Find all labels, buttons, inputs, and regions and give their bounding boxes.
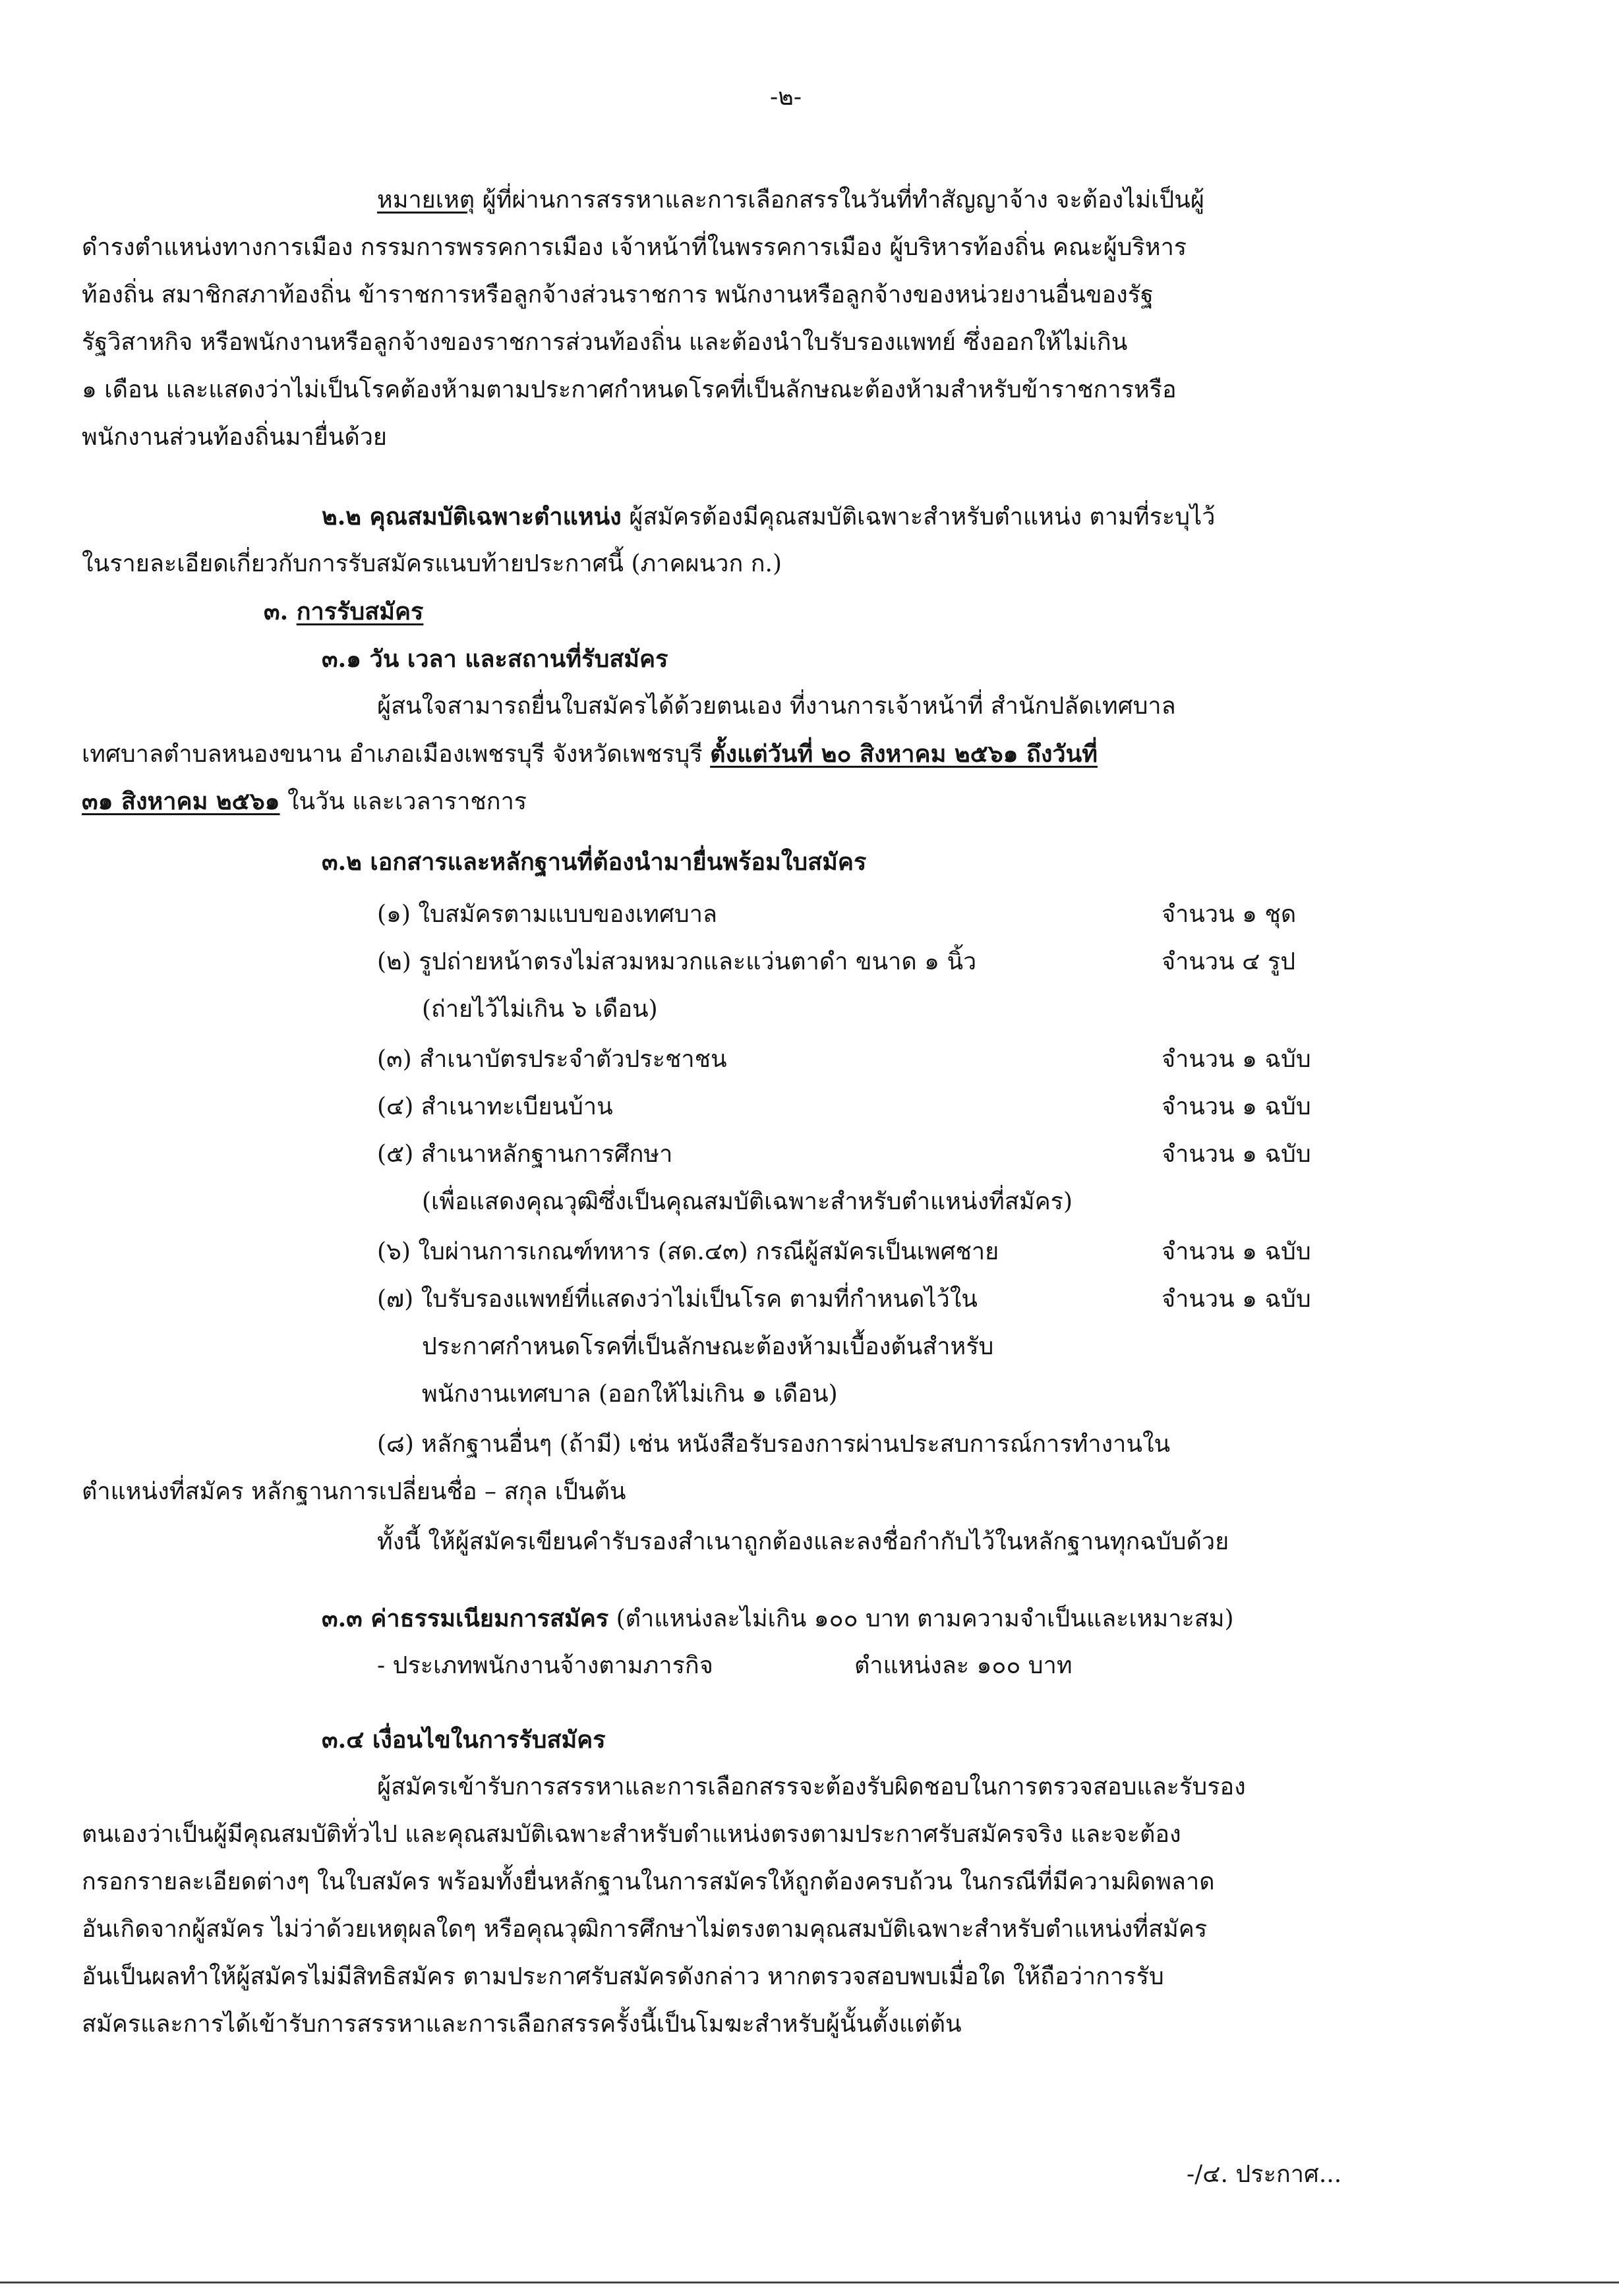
document-item-3-qty: จำนวน ๑ ฉบับ [1162,1046,1311,1073]
page-number: -๒- [770,84,802,111]
document-item-2: (๒) รูปถ่ายหน้าตรงไม่สวมหมวกและแว่นตาดำ ขนาด ๑ นิ้ว [377,948,977,975]
note-line-5: ๑ เดือน และแสดงว่าไม่เป็นโรคต้องห้ามตามประกาศกำหนดโรคที่เป็นลักษณะต้องห้ามสำหรับข้าราชการหรือ [82,376,1177,403]
section-3-3-heading: ๓.๓ ค่าธรรมเนียมการสมัคร [322,1605,609,1632]
section-3-1-line-2: เทศบาลตำบลหนองขนาน อำเภอเมืองเพชรบุรี จังหวัดเพชรบุรี ตั้งแต่วันที่ ๒๐ สิงหาคม ๒๕๖๑ ถึงวันที่ [82,740,1098,768]
document-item-3: (๓) สำเนาบัตรประจำตัวประชาชน [377,1046,727,1073]
application-period: ตั้งแต่วันที่ ๒๐ สิงหาคม ๒๕๖๑ ถึงวันที่ [710,740,1098,768]
section-3-heading: ๓. การรับสมัคร [264,598,424,625]
section-3-4-line-3: กรอกรายละเอียดต่างๆ ในใบสมัคร พร้อมทั้งยื่นหลักฐานในการสมัครให้ถูกต้องครบถ้วน ในกรณีที่มีความผิดพลาด [82,1868,1215,1895]
document-item-5-qty: จำนวน ๑ ฉบับ [1162,1141,1311,1168]
document-item-1-qty: จำนวน ๑ ชุด [1162,901,1297,928]
note-line-2: ดำรงตำแหน่งทางการเมือง กรรมการพรรคการเมือง เจ้าหน้าที่ในพรรคการเมือง ผู้บริหารท้องถิ่น คณะผู้บริหาร [82,234,1187,261]
note-line-3: ท้องถิ่น สมาชิกสภาท้องถิ่น ข้าราชการหรือลูกจ้างส่วนราชการ พนักงานหรือลูกจ้างของหน่วยงานอื่นของรัฐ [82,281,1154,308]
section-3-4-line-1: ผู้สมัครเข้ารับการสรรหาและการเลือกสรรจะต้องรับผิดชอบในการตรวจสอบและรับรอง [377,1773,1246,1800]
note-line-6: พนักงานส่วนท้องถิ่นมายื่นด้วย [82,424,388,451]
document-item-6-qty: จำนวน ๑ ฉบับ [1162,1238,1311,1265]
document-item-6: (๖) ใบผ่านการเกณฑ์ทหาร (สด.๔๓) กรณีผู้สมัครเป็นเพศชาย [377,1238,999,1265]
section-3-3-line-1: ๓.๓ ค่าธรรมเนียมการสมัคร (ตำแหน่งละไม่เกิน ๑๐๐ บาท ตามความจำเป็นและเหมาะสม) [322,1605,1234,1632]
document-item-4: (๔) สำเนาทะเบียนบ้าน [377,1093,613,1120]
section-2-2-heading: ๒.๒ คุณสมบัติเฉพาะตำแหน่ง [322,503,622,531]
certify-instruction: ทั้งนี้ ให้ผู้สมัครเขียนคำรับรองสำเนาถูกต้องและลงชื่อกำกับไว้ในหลักฐานทุกฉบับด้วย [377,1528,1229,1555]
continued-marker: -/๔. ประกาศ... [1187,2161,1342,2188]
section-2-2-line-1: ๒.๒ คุณสมบัติเฉพาะตำแหน่ง ผู้สมัครต้องมีคุณสมบัติเฉพาะสำหรับตำแหน่ง ตามที่ระบุไว้ [322,503,1216,531]
section-3-4-line-2: ตนเองว่าเป็นผู้มีคุณสมบัติทั่วไป และคุณสมบัติเฉพาะสำหรับตำแหน่งตรงตามประกาศรับสมัครจริง และจะต้อง [82,1821,1181,1848]
note-label: หมายเหตุ [377,187,475,214]
document-item-8: (๘) หลักฐานอื่นๆ (ถ้ามี) เช่น หนังสือรับรองการผ่านประสบการณ์การทำงานใน [377,1431,1171,1458]
fee-row-amount: ตำแหน่งละ ๑๐๐ บาท [854,1652,1073,1679]
section-3-4-line-6: สมัครและการได้เข้ารับการสรรหาและการเลือกสรรครั้งนี้เป็นโมฆะสำหรับผู้นั้นตั้งแต่ต้น [82,2011,962,2038]
document-item-8-cont: ตำแหน่งที่สมัคร หลักฐานการเปลี่ยนชื่อ – สกุล เป็นต้น [82,1478,626,1505]
document-item-7-qty: จำนวน ๑ ฉบับ [1162,1286,1311,1313]
document-item-2-note: (ถ่ายไว้ไม่เกิน ๖ เดือน) [422,996,658,1023]
document-item-7-note-1: ประกาศกำหนดโรคที่เป็นลักษณะต้องห้ามเบื้องต้นสำหรับ [422,1333,994,1360]
section-3-4-line-5: อันเป็นผลทำให้ผู้สมัครไม่มีสิทธิสมัคร ตามประกาศรับสมัครดังกล่าว หากตรวจสอบพบเมื่อใด ให้ถือว่าการรับ [82,1963,1164,1990]
document-item-7-note-2: พนักงานเทศบาล (ออกให้ไม่เกิน ๑ เดือน) [422,1381,838,1408]
section-2-2-line-2: ในรายละเอียดเกี่ยวกับการรับสมัครแนบท้ายประกาศนี้ (ภาคผนวก ก.) [82,550,782,577]
section-3-4-heading: ๓.๔ เงื่อนไขในการรับสมัคร [322,1726,606,1754]
section-3-4-line-4: อันเกิดจากผู้สมัคร ไม่ว่าด้วยเหตุผลใดๆ หรือคุณวุฒิการศึกษาไม่ตรงตามคุณสมบัติเฉพาะสำหรับตำแหน่งที่สมัคร [82,1916,1208,1943]
document-item-2-qty: จำนวน ๔ รูป [1162,948,1296,975]
document-item-4-qty: จำนวน ๑ ฉบับ [1162,1093,1311,1120]
note-line-4: รัฐวิสาหกิจ หรือพนักงานหรือลูกจ้างของราชการส่วนท้องถิ่น และต้องนำใบรับรองแพทย์ ซึ่งออกให้ไม่เกิน [82,329,1128,356]
section-3-1-line-3: ๓๑ สิงหาคม ๒๕๖๑ ในวัน และเวลาราชการ [82,788,527,815]
document-item-1: (๑) ใบสมัครตามแบบของเทศบาล [377,901,717,928]
bottom-rule [0,2282,1619,2283]
document-item-5: (๕) สำเนาหลักฐานการศึกษา [377,1141,673,1168]
section-3-2-heading: ๓.๒ เอกสารและหลักฐานที่ต้องนำมายื่นพร้อมใบสมัคร [322,848,867,876]
note-line-1: หมายเหตุ ผู้ที่ผ่านการสรรหาและการเลือกสรรในวันที่ทำสัญญาจ้าง จะต้องไม่เป็นผู้ [377,187,1204,214]
document-item-7: (๗) ใบรับรองแพทย์ที่แสดงว่าไม่เป็นโรค ตามที่กำหนดไว้ใน [377,1286,978,1313]
section-3-1-line-1: ผู้สนใจสามารถยื่นใบสมัครได้ด้วยตนเอง ที่งานการเจ้าหน้าที่ สำนักปลัดเทศบาล [377,693,1176,720]
document-item-5-note: (เพื่อแสดงคุณวุฒิซึ่งเป็นคุณสมบัติเฉพาะสำหรับตำแหน่งที่สมัคร) [422,1188,1073,1215]
fee-row-label: - ประเภทพนักงานจ้างตามภารกิจ [377,1652,713,1679]
section-3-1-heading: ๓.๑ วัน เวลา และสถานที่รับสมัคร [322,645,668,673]
